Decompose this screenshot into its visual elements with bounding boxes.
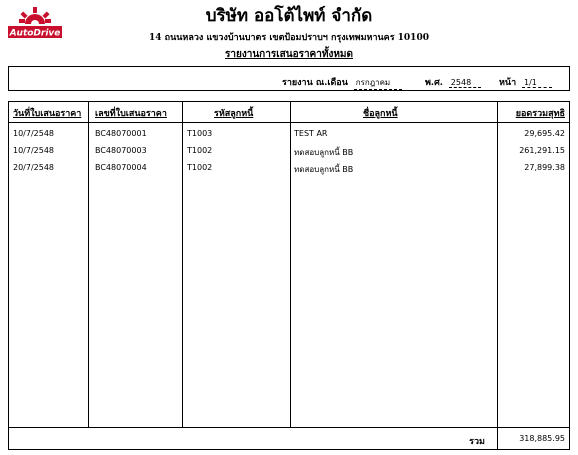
- cell-debtor-code: T1003: [187, 129, 213, 138]
- summary-row: [8, 428, 570, 450]
- cell-debtor-name: TEST AR: [294, 129, 328, 138]
- cell-quote-number: BC48070003: [95, 146, 147, 155]
- cell-debtor-code: T1002: [187, 146, 213, 155]
- header-debtor-code: รหัสลูกหนี้: [214, 109, 254, 119]
- report-month: [282, 75, 402, 90]
- cell-net-total: 29,695.42: [524, 129, 565, 138]
- total-label: รวม: [469, 437, 485, 447]
- month-label: รายงาน ณ.เดือน: [282, 78, 348, 88]
- report-page: [499, 75, 552, 89]
- month-value: กรกฎาคม: [354, 76, 402, 90]
- cell-debtor-name: ทดสอบลูกหนี้ BB: [294, 165, 354, 174]
- report-year: [425, 75, 481, 89]
- year-value: 2548: [449, 78, 481, 88]
- cell-quote-number: BC48070001: [95, 129, 147, 138]
- header-quote-date: วันที่ใบเสนอราคา: [13, 109, 82, 119]
- company-address: 14 ถนนหลวง แขวงบ้านบาตร เขตป้อมปราบฯ กรุงเทพมหานคร 10100: [149, 33, 429, 43]
- cell-debtor-name: ทดสอบลูกหนี้ BB: [294, 148, 354, 157]
- table-row: [9, 129, 569, 144]
- cell-date: 10/7/2548: [13, 146, 55, 155]
- table-row: [9, 163, 569, 178]
- cell-debtor-code: T1002: [187, 163, 213, 172]
- company-name: บริษัท ออโต้ไพท์ จำกัด: [205, 6, 373, 26]
- cell-quote-number: BC48070004: [95, 163, 147, 172]
- table-row: [9, 146, 569, 161]
- header-quote-number: เลขที่ใบเสนอราคา: [95, 109, 167, 119]
- cell-date: 20/7/2548: [13, 163, 55, 172]
- page-label: หน้า: [499, 78, 517, 88]
- header-debtor-name: ชื่อลูกหนี้: [363, 109, 398, 119]
- page-value: 1/1: [522, 78, 552, 88]
- cell-net-total: 261,291.15: [519, 146, 565, 155]
- grand-total: 318,885.95: [519, 434, 565, 443]
- report-title: รายงานการเสนอราคาทั้งหมด: [224, 49, 354, 60]
- report-parameters: [8, 66, 570, 91]
- quotation-table: [8, 101, 570, 428]
- cell-net-total: 27,899.38: [524, 163, 565, 172]
- year-label: พ.ศ.: [425, 78, 443, 88]
- cell-date: 10/7/2548: [13, 129, 55, 138]
- svg-text:AutoDrive: AutoDrive: [9, 28, 61, 39]
- header-net-total: ยอดรวมสุทธิ: [515, 109, 565, 119]
